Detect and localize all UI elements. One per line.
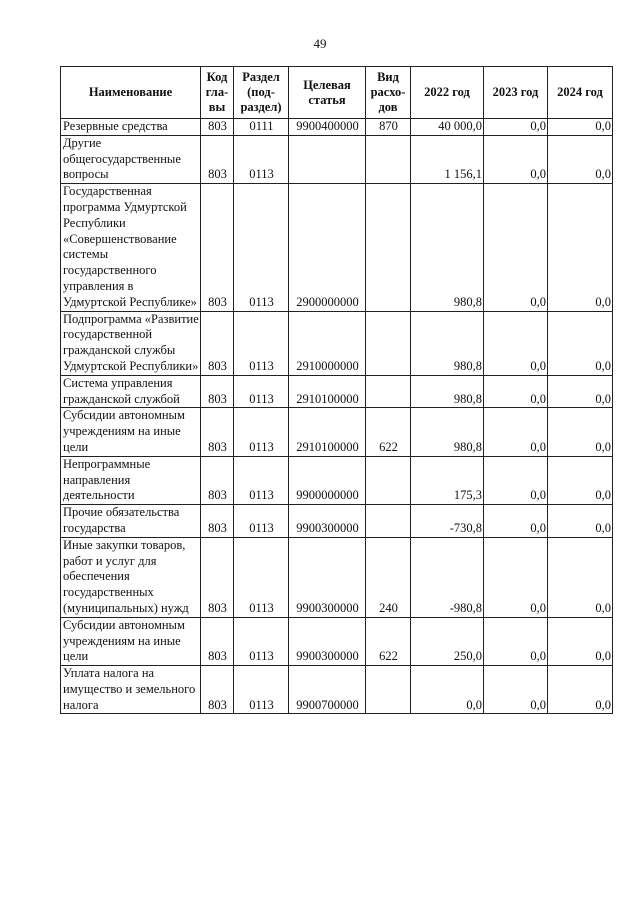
cell-section: 0113 [234,666,289,714]
cell-section: 0113 [234,617,289,665]
cell-year-2022: 1 156,1 [411,135,484,183]
header-year-2023: 2023 год [484,67,548,119]
cell-year-2022: 250,0 [411,617,484,665]
cell-year-2023: 0,0 [484,135,548,183]
cell-target-article: 9900400000 [289,119,366,136]
cell-year-2024: 0,0 [548,537,613,617]
cell-year-2023: 0,0 [484,617,548,665]
cell-expense-type [366,375,411,408]
cell-expense-type [366,135,411,183]
cell-year-2023: 0,0 [484,537,548,617]
header-row [61,67,613,119]
cell-expense-type [366,666,411,714]
cell-chapter-code: 803 [201,537,234,617]
cell-expense-type [366,184,411,311]
cell-target-article: 9900300000 [289,617,366,665]
cell-target-article: 2900000000 [289,184,366,311]
cell-section: 0113 [234,375,289,408]
cell-year-2024: 0,0 [548,375,613,408]
header-expense-type: Вид расхо-дов [366,67,411,119]
table-row [61,505,613,538]
page-number: 49 [313,36,327,51]
cell-chapter-code: 803 [201,311,234,375]
cell-name: Субсидии автономным учреждениям на иные цели [61,617,201,665]
cell-year-2023: 0,0 [484,666,548,714]
cell-year-2022: 980,8 [411,375,484,408]
cell-year-2022: 980,8 [411,311,484,375]
table-row [61,119,613,136]
cell-target-article: 9900300000 [289,537,366,617]
cell-year-2022: -980,8 [411,537,484,617]
cell-chapter-code: 803 [201,666,234,714]
cell-chapter-code: 803 [201,135,234,183]
cell-name: Иные закупки товаров, работ и услуг для обеспечения государственных (муниципальных) нужд [61,537,201,617]
cell-year-2024: 0,0 [548,311,613,375]
cell-target-article: 9900700000 [289,666,366,714]
cell-year-2022: 40 000,0 [411,119,484,136]
cell-section: 0113 [234,456,289,504]
cell-name: Государственная программа Удмуртской Республики «Совершенствование системы государственного управления в Удмуртской Республике» [61,184,201,311]
table-row [61,184,613,311]
cell-chapter-code: 803 [201,456,234,504]
table-row [61,617,613,665]
cell-target-article: 9900300000 [289,505,366,538]
cell-name: Подпрограмма «Развитие государственной гражданской службы Удмуртской Республики» [61,311,201,375]
cell-chapter-code: 803 [201,505,234,538]
cell-year-2022: 980,8 [411,184,484,311]
header-target-article: Целевая статья [289,67,366,119]
table-body [61,119,613,714]
cell-target-article: 2910000000 [289,311,366,375]
cell-year-2024: 0,0 [548,617,613,665]
cell-year-2024: 0,0 [548,456,613,504]
cell-target-article: 9900000000 [289,456,366,504]
cell-year-2023: 0,0 [484,505,548,538]
table-row [61,456,613,504]
cell-chapter-code: 803 [201,184,234,311]
cell-target-article: 2910100000 [289,408,366,456]
cell-chapter-code: 803 [201,617,234,665]
cell-year-2024: 0,0 [548,119,613,136]
cell-name: Резервные средства [61,119,201,136]
header-section: Раздел (под-раздел) [234,67,289,119]
cell-year-2023: 0,0 [484,375,548,408]
cell-year-2022: 980,8 [411,408,484,456]
cell-year-2024: 0,0 [548,135,613,183]
cell-name: Другие общегосударственные вопросы [61,135,201,183]
cell-section: 0113 [234,505,289,538]
table-row [61,135,613,183]
header-year-2022: 2022 год [411,67,484,119]
cell-year-2023: 0,0 [484,119,548,136]
cell-name: Непрограммные направления деятельности [61,456,201,504]
table-row [61,666,613,714]
cell-year-2023: 0,0 [484,456,548,504]
table-row [61,375,613,408]
cell-section: 0111 [234,119,289,136]
cell-expense-type: 870 [366,119,411,136]
budget-table [60,66,613,714]
table-row [61,537,613,617]
cell-target-article [289,135,366,183]
cell-year-2024: 0,0 [548,408,613,456]
cell-year-2024: 0,0 [548,505,613,538]
header-name: Наименование [61,67,201,119]
cell-expense-type: 240 [366,537,411,617]
cell-section: 0113 [234,408,289,456]
cell-expense-type: 622 [366,617,411,665]
cell-chapter-code: 803 [201,119,234,136]
cell-chapter-code: 803 [201,408,234,456]
cell-year-2022: 0,0 [411,666,484,714]
cell-year-2022: 175,3 [411,456,484,504]
header-chapter-code: Код гла-вы [201,67,234,119]
cell-name: Субсидии автономным учреждениям на иные цели [61,408,201,456]
cell-section: 0113 [234,537,289,617]
cell-expense-type [366,311,411,375]
header-year-2024: 2024 год [548,67,613,119]
table-row [61,408,613,456]
cell-section: 0113 [234,184,289,311]
table-row [61,311,613,375]
cell-year-2023: 0,0 [484,184,548,311]
cell-chapter-code: 803 [201,375,234,408]
cell-section: 0113 [234,311,289,375]
cell-expense-type [366,505,411,538]
cell-expense-type: 622 [366,408,411,456]
cell-name: Прочие обязательства государства [61,505,201,538]
cell-expense-type [366,456,411,504]
cell-year-2023: 0,0 [484,311,548,375]
cell-section: 0113 [234,135,289,183]
cell-year-2024: 0,0 [548,184,613,311]
cell-name: Уплата налога на имущество и земельного налога [61,666,201,714]
cell-year-2023: 0,0 [484,408,548,456]
cell-year-2022: -730,8 [411,505,484,538]
cell-year-2024: 0,0 [548,666,613,714]
cell-target-article: 2910100000 [289,375,366,408]
cell-name: Система управления гражданской службой [61,375,201,408]
